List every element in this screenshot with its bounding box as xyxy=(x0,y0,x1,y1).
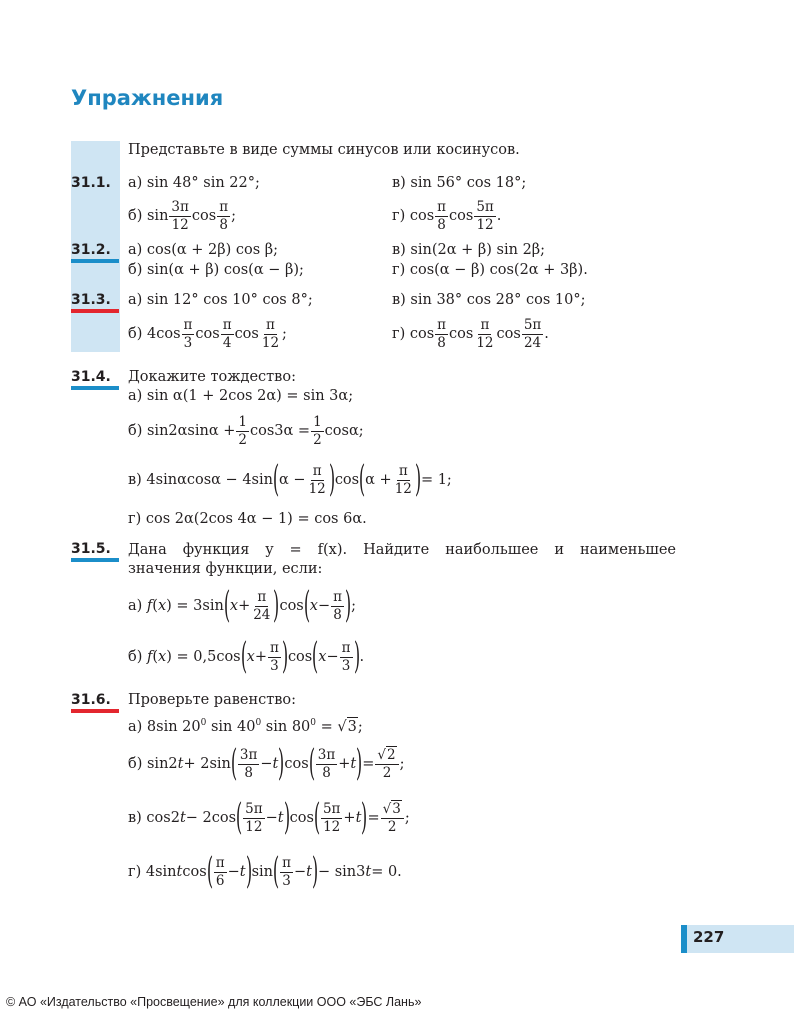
exercise-number: 31.1. xyxy=(71,175,111,191)
exercise-item: г) cos(α − β) cos(2α + 3β). xyxy=(392,262,588,278)
exercise-number: 31.3. xyxy=(71,292,111,308)
exercise-item: б) 4cos $\frac{\pi}{3}$ cos $\frac{\pi}{4}$ cos $\frac{\pi}{12}$ ; xyxy=(128,316,287,351)
exercise-item: г) 4sin t cos ( $\frac{\pi}{6}$ − t ) sin ( $\frac{\pi}{3}$ − t ) − sin3 t = 0. xyxy=(128,851,402,892)
exercise-underline xyxy=(71,309,119,313)
instruction-text: значения функции, если: xyxy=(128,561,323,577)
exercise-item: в) sin(2α + β) sin 2β; xyxy=(392,242,546,258)
exercise-item: а) cos(α + 2β) cos β; xyxy=(128,242,279,258)
exercise-item: г) cos $\frac{\pi}{8}$ cos $\frac{\pi}{12}$ cos $\frac{5\pi}{24}$ . xyxy=(392,316,549,351)
exercise-item: г) cos 2α(2cos 4α − 1) = cos 6α. xyxy=(128,511,367,527)
instruction-text: Представьте в виде суммы синусов или косинусов. xyxy=(128,142,520,158)
exercise-item: в) cos2 t − 2cos ( $\frac{5\pi}{12}$ − t ) cos ( $\frac{5\pi}{12}$ + t ) = $\frac{√3}{2}$ ; xyxy=(128,797,410,838)
exercise-item: в) sin 38° cos 28° cos 10°; xyxy=(392,292,586,308)
exercise-number: 31.4. xyxy=(71,369,111,385)
exercise-underline xyxy=(71,259,119,263)
exercise-item: а) 8sin $20^0$ $\sin 40^0$ $\sin 80^0 = √3$; xyxy=(128,718,363,735)
exercise-item: в) sin 56° cos 18°; xyxy=(392,175,527,191)
page-title: Упражнения xyxy=(71,86,224,110)
exercise-number: 31.2. xyxy=(71,242,111,258)
exercise-item: а) sin 48° sin 22°; xyxy=(128,175,260,191)
exercise-number: 31.5. xyxy=(71,541,111,557)
exercise-item: б) sin2 t + 2sin ( $\frac{3\pi}{8}$ − t ) cos ( $\frac{3\pi}{8}$ + t ) = $\frac{√2}{2}$ ; xyxy=(128,743,405,784)
exercise-underline xyxy=(71,386,119,390)
exercise-underline xyxy=(71,558,119,562)
exercise-item: б) f ( x ) = 0,5cos ( x + $\frac{\pi}{3}$ ) cos ( x − $\frac{\pi}{3}$ ) . xyxy=(128,636,365,677)
instruction-text: Дана функция y = f(x). Найдите наибольшее и наименьшее xyxy=(128,542,676,558)
exercise-item: б) sin $\frac{3\pi}{12}$ cos $\frac{\pi}{8}$ ; xyxy=(128,198,236,233)
instruction-text: Докажите тождество: xyxy=(128,369,296,385)
exercise-underline xyxy=(71,709,119,713)
exercise-item: а) sin α(1 + 2cos 2α) = sin 3α; xyxy=(128,388,354,404)
exercise-item: б) sin2αsinα + $\frac{1}{2}$ cos3α = $\frac{1}{2}$ cosα; xyxy=(128,413,364,448)
exercise-item: в) 4sinαcosα − 4sin ( α − $\frac{\pi}{12}$ ) cos ( α + $\frac{\pi}{12}$ ) = 1; xyxy=(128,459,452,500)
exercise-item: б) sin(α + β) cos(α − β); xyxy=(128,262,304,278)
instruction-text: Проверьте равенство: xyxy=(128,692,297,708)
exercise-item: а) f ( x ) = 3sin ( x + $\frac{\pi}{24}$ ) cos ( x − $\frac{\pi}{8}$ ) ; xyxy=(128,585,356,626)
page-number: 227 xyxy=(693,928,725,946)
exercise-number: 31.6. xyxy=(71,692,111,708)
exercise-item: а) sin 12° cos 10° cos 8°; xyxy=(128,292,313,308)
copyright-notice: © АО «Издательство «Просвещение» для коллекции ООО «ЭБС Лань» xyxy=(6,995,422,1009)
exercise-item: г) cos $\frac{\pi}{8}$ cos $\frac{5\pi}{12}$ . xyxy=(392,198,502,233)
page-number-accent xyxy=(681,925,687,953)
